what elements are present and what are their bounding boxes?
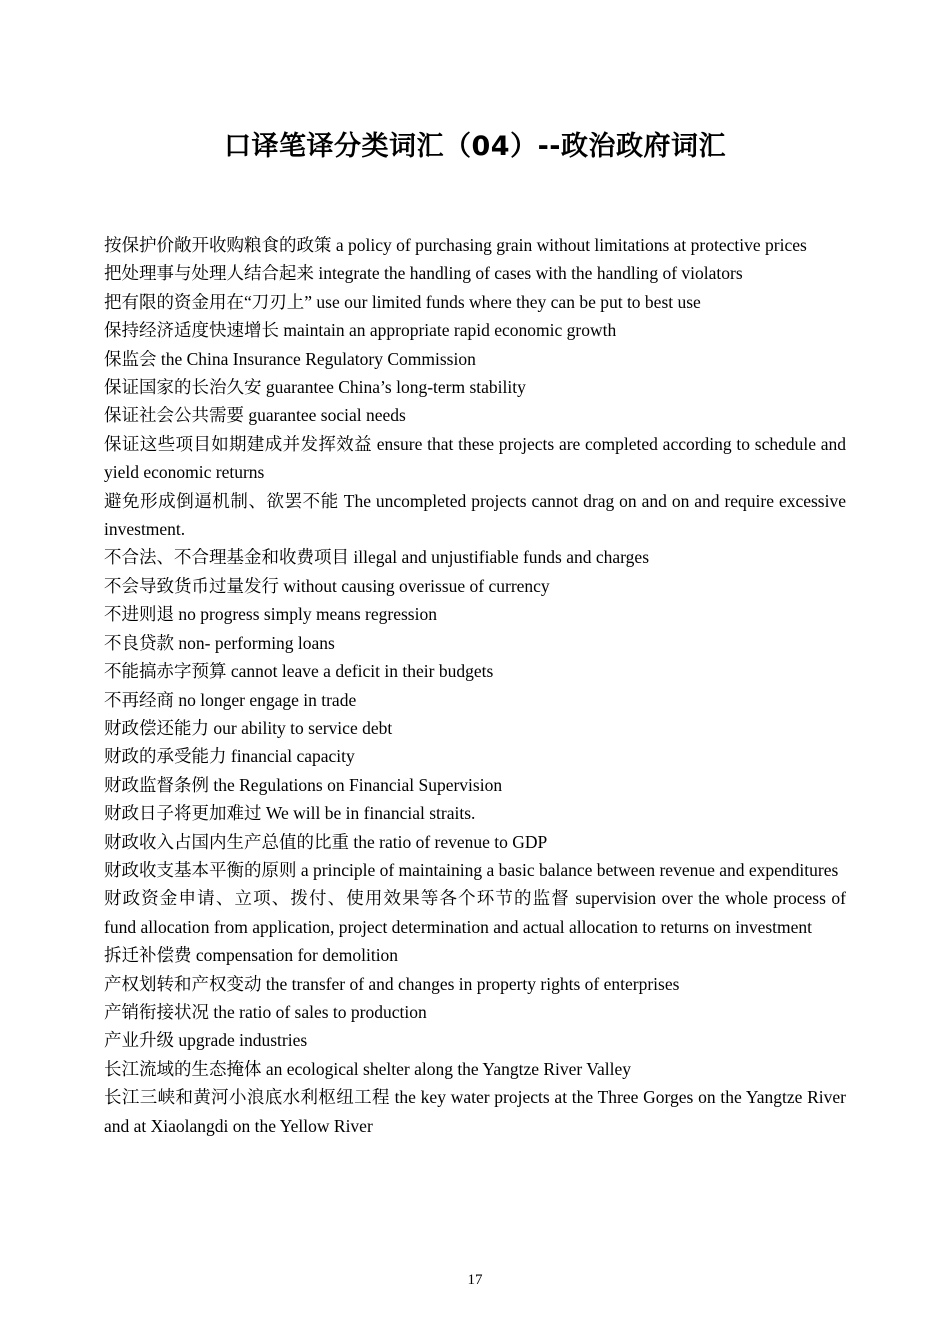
glossary-entry: 不会导致货币过量发行 without causing overissue of currency	[104, 575, 550, 596]
glossary-entry: 财政收支基本平衡的原则 a principle of maintaining a basic balance between revenue and expenditures	[104, 859, 839, 880]
glossary-entry: 拆迁补偿费 compensation for demolition	[104, 945, 399, 966]
glossary-entry: 财政资金申请、立项、拨付、使用效果等各个环节的监督 supervision over the whole process of fund allocation from application, project determination and actual allocation to returns on investment	[104, 888, 846, 937]
glossary-entry: 避免形成倒逼机制、欲罢不能 The uncompleted projects cannot drag on and on and require excessive investment.	[104, 490, 846, 540]
page-number: 17	[467, 1272, 483, 1288]
glossary-entry: 不进则退 no progress simply means regression	[104, 604, 437, 625]
glossary-entry: 产业升级 upgrade industries	[104, 1030, 308, 1051]
glossary-entry: 保证社会公共需要 guarantee social needs	[104, 405, 406, 426]
glossary-entry: 把处理事与处理人结合起来 integrate the handling of cases with the handling of violators	[104, 263, 743, 284]
glossary-entry: 把有限的资金用在“刀刃上” use our limited funds where they can be put to best use	[104, 291, 701, 312]
glossary-entry: 不良贷款 non- performing loans	[104, 632, 335, 653]
glossary-entry: 保持经济适度快速增长 maintain an appropriate rapid economic growth	[104, 320, 617, 341]
page-title: 口译笔译分类词汇（04）--政治政府词汇	[224, 131, 726, 162]
glossary-entry: 财政的承受能力 financial capacity	[104, 746, 355, 767]
glossary-entry: 财政偿还能力 our ability to service debt	[104, 717, 393, 738]
glossary-entry: 财政日子将更加难过 We will be in financial straits.	[104, 803, 476, 824]
glossary-entry: 财政监督条例 the Regulations on Financial Supervision	[104, 774, 503, 795]
glossary-entry: 不合法、不合理基金和收费项目 illegal and unjustifiable funds and charges	[104, 547, 650, 568]
glossary-entry: 财政收入占国内生产总值的比重 the ratio of revenue to GDP	[104, 831, 548, 852]
glossary-entry: 产销衔接状况 the ratio of sales to production	[104, 1001, 427, 1022]
glossary-entry: 按保护价敞开收购粮食的政策 a policy of purchasing grain without limitations at protective prices	[104, 235, 807, 255]
glossary-list	[104, 231, 846, 1140]
glossary-entry: 不再经商 no longer engage in trade	[104, 689, 357, 710]
glossary-entry: 长江流域的生态掩体 an ecological shelter along the Yangtze River Valley	[104, 1058, 631, 1079]
glossary-entry: 产权划转和产权变动 the transfer of and changes in property rights of enterprises	[104, 973, 680, 994]
glossary-entry: 保证这些项目如期建成并发挥效益 ensure that these projects are completed according to schedule and yield economic returns	[104, 433, 846, 483]
glossary-entry: 保监会 the China Insurance Regulatory Commission	[104, 348, 476, 369]
glossary-entry: 保证国家的长治久安 guarantee China’s long-term stability	[104, 377, 526, 398]
glossary-entry: 不能搞赤字预算 cannot leave a deficit in their budgets	[104, 661, 494, 682]
glossary-entry: 长江三峡和黄河小浪底水利枢纽工程 the key water projects at the Three Gorges on the Yangtze River and at Xiaolangdi on the Yellow River	[104, 1087, 846, 1136]
